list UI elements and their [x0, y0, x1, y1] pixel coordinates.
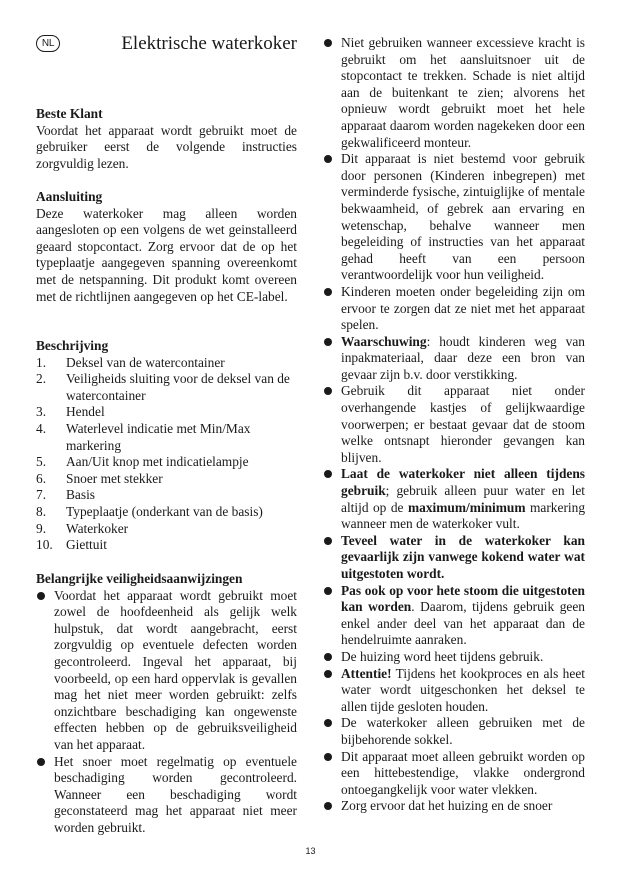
- parts-list-item: 6. Snoer met stekker: [36, 470, 163, 486]
- safety-item: De huizing word heet tijdens gebruik.: [323, 649, 585, 666]
- safety-heading: Belangrijke veiligheidsaanwijzingen: [36, 571, 243, 586]
- page-header: [36, 33, 297, 57]
- intro-text: Voordat het apparaat wordt gebruikt moet de gebruiker eerst de volgende instructies zorgvuldig lezen.: [36, 122, 297, 171]
- safety-item: Waarschuwing: houdt kinderen weg van inpakmateriaal, daar deze een bron van gevaar zijn b.v. door verstikking.: [323, 334, 585, 384]
- parts-list: [36, 355, 297, 554]
- safety-item: Zorg ervoor dat het huizing en de snoer: [323, 798, 585, 815]
- parts-list-item: 3. Hendel: [36, 404, 105, 420]
- safety-list-right: [323, 35, 585, 815]
- parts-list-item: 4. Waterlevel indicatie met Min/Max markering: [36, 420, 251, 453]
- safety-item: De waterkoker alleen gebruiken met de bijbehorende sokkel.: [323, 715, 585, 748]
- parts-list-item: 5. Aan/Uit knop met indicatielampje: [36, 454, 249, 470]
- description-section: [36, 338, 297, 554]
- intro-section: [36, 106, 297, 172]
- language-badge: NL: [36, 35, 60, 52]
- connection-heading: Aansluiting: [36, 189, 103, 204]
- safety-item: Voordat het apparaat wordt gebruikt moet zowel de hoofdeenheid als gelijk welk hulpstuk, dat wordt aangebracht, eerst zorgvuldig op eventuele defecten worden gecontroleerd. Ingeval het apparaat, bij voorbeeld, op een hard oppervlak is gevallen mag het niet meer worden gebruikt: zelfs onzichtbare beschadiging kan ongewenste effecten hebben op de gebruiksveiligheid van het apparaat.: [36, 588, 297, 754]
- safety-item: Het snoer moet regelmatig op eventuele beschadiging worden gecontroleerd. Wanneer een beschadiging wordt geconstateerd mag het apparaat niet meer worden gebruikt.: [36, 754, 297, 837]
- parts-list-item: 8. Typeplaatje (onderkant van de basis): [36, 503, 263, 519]
- safety-item: Dit apparaat is niet bestemd voor gebruik door personen (Kinderen inbegrepen) met verminderde fysische, zintuiglijke of mentale bekwaamheid, of gebrek aan ervaring en wetenschap, behalve wanneer men begeleiding of instructies van het apparaat gehad heeft van een persoon verantwoordelijk voor hun veiligheid.: [323, 151, 585, 284]
- page-number: 13: [305, 846, 316, 856]
- intro-heading: Beste Klant: [36, 106, 103, 121]
- connection-section: [36, 189, 297, 305]
- parts-list-item: 9. Waterkoker: [36, 520, 129, 536]
- safety-item: Dit apparaat moet alleen gebruikt worden op een hittebestendige, vlakke ondergrond ontoegangkelijk voor water vlekken.: [323, 749, 585, 799]
- safety-section: [36, 571, 297, 837]
- right-column: [323, 35, 585, 815]
- safety-item: Pas ook op voor hete stoom die uitgestoten kan worden. Daarom, tijdens gebruik geen enkel ander deel van het apparaat dan de hendelruimte aanraken.: [323, 583, 585, 649]
- safety-item: Gebruik dit apparaat niet onder overhangende kastjes of gelijkwaardige voorwerpen; er bestaat gevaar dat de stoom welke ontsnapt hieronder gevangen kan blijven.: [323, 383, 585, 466]
- safety-item: Laat de waterkoker niet alleen tijdens gebruik; gebruik alleen puur water en let altijd op de maximum/minimum markering wanneer men de waterkoker vult.: [323, 466, 585, 532]
- parts-list-item: 10. Giettuit: [36, 537, 107, 553]
- safety-item: Teveel water in de waterkoker kan gevaarlijk zijn vanwege kokend water wat uitgestoten wordt.: [323, 533, 585, 583]
- safety-item: Niet gebruiken wanneer excessieve kracht is gebruikt om het aansluitsnoer uit de stopcontact te trekken. Schade is niet altijd aan de buitenkant te zien; alvorens het opnieuw wordt gebruikt moet het hele apparaat daarom worden nagekeken door een gekwalificeerd monteur.: [323, 35, 585, 151]
- safety-item: Kinderen moeten onder begeleiding zijn om ervoor te zorgen dat ze niet met het apparaat spelen.: [323, 284, 585, 334]
- document-title: Elektrische waterkoker: [121, 33, 297, 54]
- parts-list-item: 2. Veiligheids sluiting voor de deksel van de watercontainer: [36, 371, 290, 403]
- connection-text: Deze waterkoker mag alleen worden aangesloten op een volgens de wet geinstalleerd geaard stopcontact. Zorg ervoor dat de op het typeplaatje aangegeven spanning overeenkomt met de netspanning. Dit produkt komt overeen met de richtlijnen aangegeven op het CE-label.: [36, 205, 297, 304]
- parts-list-item: 7. Basis: [36, 487, 96, 503]
- safety-item: Attentie! Tijdens het kookproces en als heet water wordt uitgeschonken het deksel te allen tijde gesloten houden.: [323, 666, 585, 716]
- safety-list-left: [36, 588, 297, 837]
- parts-list-item: 1. Deksel van de watercontainer: [36, 354, 225, 370]
- description-heading: Beschrijving: [36, 338, 109, 353]
